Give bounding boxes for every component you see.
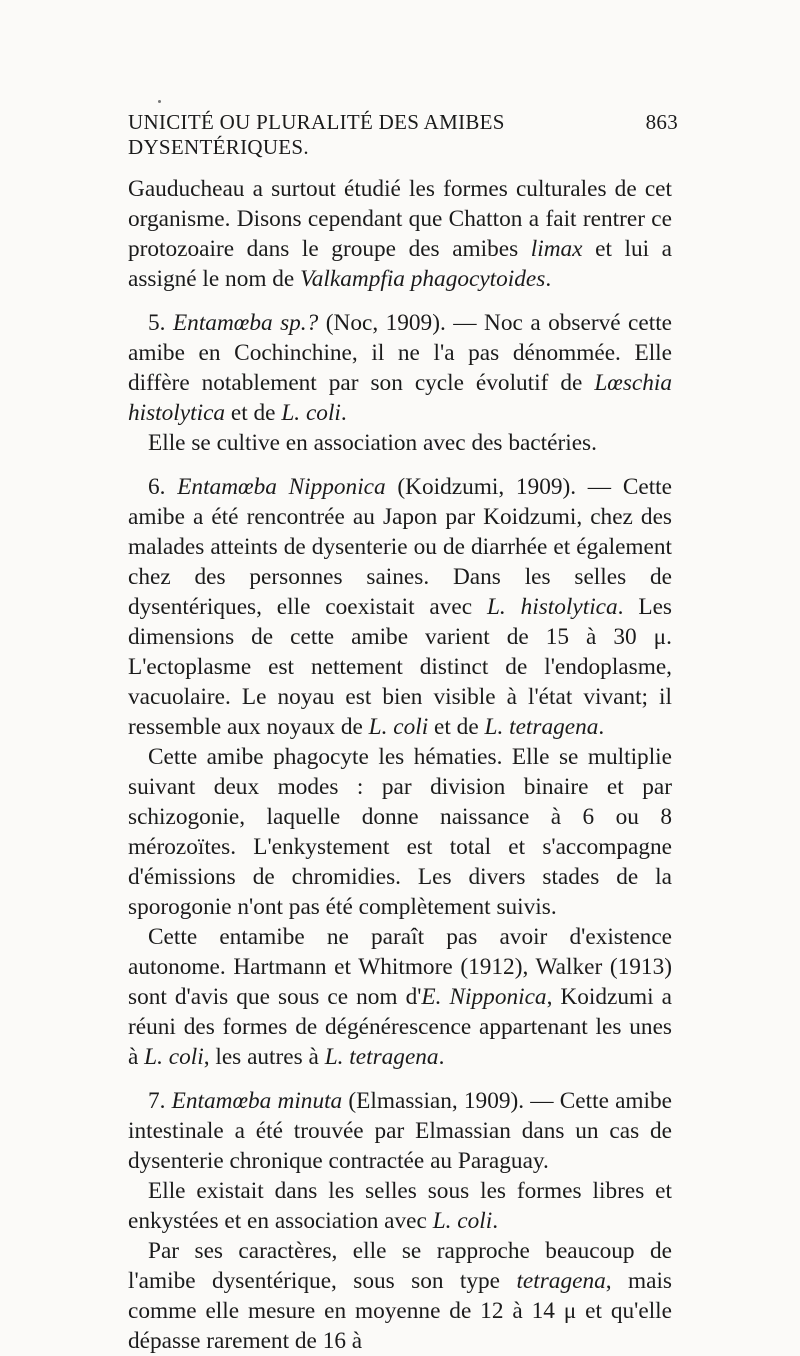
- text-run: , les autres à: [203, 1044, 325, 1070]
- italic-text: L. coli: [368, 714, 429, 740]
- italic-text: Lœschia histolytica: [128, 370, 672, 426]
- italic-text: L. tetragena: [324, 1044, 439, 1070]
- text-run: et de: [225, 400, 282, 426]
- italic-text: Valkampfia phagocytoides: [300, 266, 546, 292]
- text-run: .: [545, 266, 552, 292]
- paragraph: [128, 742, 672, 922]
- text-run: (Koidzumi, 1909). — Cette amibe a été rencontrée au Japon par Koidzumi, chez des malades atteints de dysenterie ou de diarrhée et également chez des personnes saines. Dans les selles de dysentériques, elle coexistait avec: [128, 474, 672, 620]
- text-run: Gauducheau a surtout étudié les formes culturales de cet organisme. Disons cependant que Chatton a fait rentrer ce protozoaire dans le groupe des amibes: [128, 176, 672, 262]
- page-body: [128, 110, 678, 1356]
- text-run: .: [492, 1208, 499, 1234]
- paragraph: [128, 174, 672, 294]
- italic-text: L. tetragena: [484, 714, 599, 740]
- italic-text: Entamœba Nipponica: [177, 474, 386, 500]
- text-run: 7.: [148, 1088, 172, 1114]
- text-run: 6.: [148, 474, 178, 500]
- paragraph: [128, 308, 672, 428]
- text-run: Par ses caractères, elle se rapproche beaucoup de l'amibe dysentérique, sous son type: [128, 1238, 672, 1294]
- paragraph: [128, 1176, 672, 1236]
- text-run: . Les dimensions de cette amibe varient de 15 à 30 μ. L'ectoplasme est nettement distinct de l'endoplasme, vacuolaire. Le noyau est bien visible à l'état vivant; il ressemble aux noyaux de: [128, 594, 672, 740]
- italic-text: tetragena: [516, 1268, 606, 1294]
- running-title: UNICITÉ OU PLURALITÉ DES AMIBES DYSENTÉRIQUES.: [128, 110, 505, 159]
- text-run: Cette amibe phagocyte les hématies. Elle se multiplie suivant deux modes : par division binaire et par schizogonie, laquelle donne naissance à 6 ou 8 mérozoïtes. L'enkystement est total et s'accompagne d'émissions de chromidies. Les divers stades de la sporogonie n'ont pas été complètement suivis.: [128, 744, 672, 920]
- text-run: Elle existait dans les selles sous les formes libres et enkystées et en association avec: [128, 1178, 672, 1234]
- italic-text: limax: [530, 236, 583, 262]
- paragraph: [128, 472, 672, 742]
- running-header: [128, 110, 678, 160]
- paragraph: [128, 428, 672, 458]
- text-run: .: [340, 400, 347, 426]
- paragraph: [128, 922, 672, 1072]
- italic-text: L. coli: [144, 1044, 204, 1070]
- text-run: .: [438, 1044, 445, 1070]
- page-number: 863: [645, 110, 678, 134]
- italic-text: L. coli: [281, 400, 341, 426]
- text-run: , mais comme elle mesure en moyenne de 12 à 14 μ et qu'elle dépasse rarement de 16 à: [128, 1268, 672, 1354]
- text-run: Cette entamibe ne paraît pas avoir d'existence autonome. Hartmann et Whitmore (1912), Walker (1913) sont d'avis que sous ce nom d': [128, 924, 672, 1010]
- text-run: .: [598, 714, 605, 740]
- text-run: Elle se cultive en association avec des bactéries.: [148, 430, 597, 456]
- italic-text: L. histolytica: [486, 594, 618, 620]
- italic-text: E. Nipponica: [421, 984, 547, 1010]
- text-run: (Noc, 1909). — Noc a observé cette amibe en Cochinchine, il ne l'a pas dénommée. Elle diffère notablement par son cycle évolutif de: [128, 310, 673, 396]
- text-run: et lui a assigné le nom de: [128, 236, 672, 292]
- text-run: et de: [428, 714, 485, 740]
- text-run: (Elmassian, 1909). — Cette amibe intestinale a été trouvée par Elmassian dans un cas de dysenterie chronique contractée au Paraguay.: [128, 1088, 673, 1174]
- italic-text: L. coli: [432, 1208, 493, 1234]
- paragraph: [128, 1236, 672, 1356]
- print-speck: [158, 100, 161, 103]
- text-run: 5.: [148, 310, 173, 336]
- text-run: , Koidzumi a réuni des formes de dégénérescence appartenant les unes à: [128, 984, 672, 1070]
- italic-text: Entamœba sp.?: [172, 310, 319, 336]
- italic-text: Entamœba minuta: [171, 1088, 343, 1114]
- paragraph: [128, 1086, 672, 1176]
